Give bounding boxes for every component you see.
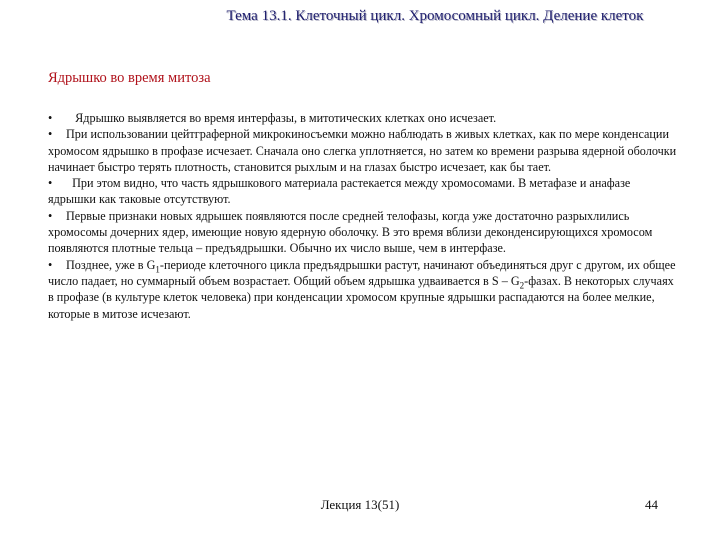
paragraph: • При использовании цейтграферной микрокиносъемки можно наблюдать в живых клетках, как по мере конденсации хромосом ядрышко в профазе исчезает. Сначала оно слегка уплотняется, но затем ко времени разрыва ядерной оболочки начинает быстро терять плотность, становится рыхлым и на глазах быстро исчезает, как бы тает. — [48, 127, 677, 174]
bullet-icon: • — [48, 208, 53, 223]
bullet-icon: • — [48, 111, 53, 125]
paragraph: • Ядрышко выявляется во время интерфазы, в митотических клетках оно исчезает. — [48, 111, 497, 125]
bullet-icon: • — [48, 127, 53, 142]
page-number: 44 — [645, 497, 658, 512]
paragraph: • Первые признаки новых ядрышек появляются после средней телофазы, когда уже достаточно разрыхлились хромосомы дочерних ядер, имеющие новую ядерную оболочку. В это время вблизи деконденсирующихся хромосом появляются плотные тельца – предъядрышки. Обычно их число выше, чем в интерфазе. — [48, 208, 653, 256]
section-title: Ядрышко во время митоза — [48, 70, 211, 86]
footer-lecture: Лекция 13(51) — [320, 497, 400, 512]
bullet-icon: • — [48, 257, 53, 272]
body-text — [48, 110, 680, 322]
paragraph: • При этом видно, что часть ядрышкового материала растекается между хромосомами. В метафазе и анафазе ядрышки как таковые отсутствуют. — [48, 176, 634, 207]
paragraph: • Позднее, уже в $G_1$-периоде клеточного цикла предъядрышки растут, начинают объединяться друг с другом, их общее число падает, но суммарный объем возрастает. Общий объем ядрышка удваивается в S – $G_2$-фазах. В некоторых случаях в профазе (в культуре клеток человека) при конденсации хромосом крупные ядрышки распадаются на более мелкие, которые в митозе исчезают. — [48, 257, 676, 321]
slide-header: Тема 13.1. Клеточный цикл. Хромосомный цикл. Деление клеток — [226, 8, 644, 24]
bullet-icon: • — [48, 176, 53, 191]
